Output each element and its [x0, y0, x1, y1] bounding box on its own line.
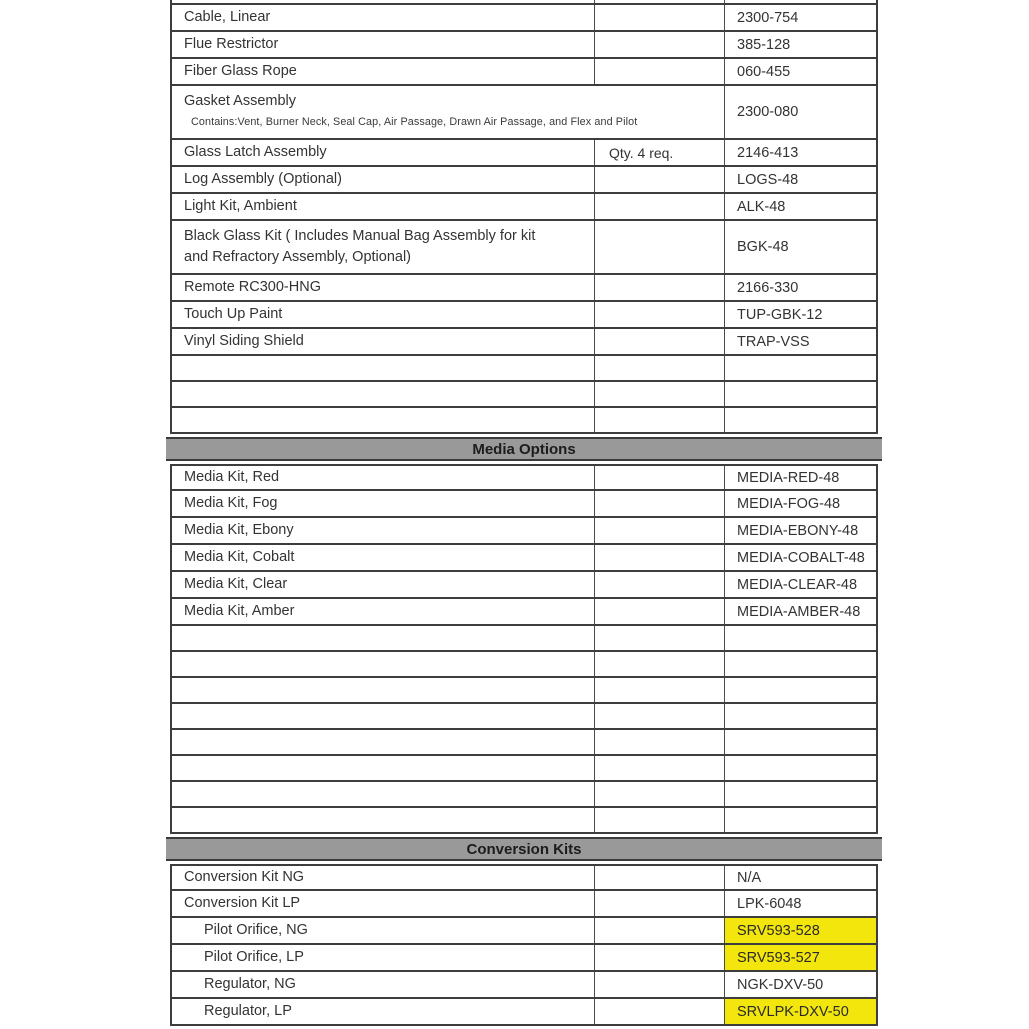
part-number-text: SRV593-528 [737, 922, 820, 939]
table-row [170, 464, 878, 491]
description-cell [172, 730, 595, 754]
description-cell [172, 808, 595, 832]
description-subtext: Contains:Vent, Burner Neck, Seal Cap, Air Passage, Drawn Air Passage, and Flex and Pilot [191, 116, 638, 128]
part-number-cell [725, 408, 876, 432]
empty-table-row [170, 782, 878, 808]
description-text: Flue Restrictor [184, 36, 279, 52]
empty-table-row [170, 356, 878, 382]
qty-cell [595, 491, 725, 516]
description-text: Media Kit, Ebony [184, 522, 294, 538]
description-text: Media Kit, Clear [184, 576, 288, 592]
table-row [170, 945, 878, 972]
description-cell [172, 302, 595, 327]
description-text: Media Kit, Fog [184, 495, 278, 511]
part-number-cell [725, 730, 876, 754]
description-text: Black Glass Kit ( Includes Manual Bag Assembly for kit [184, 228, 536, 244]
description-cell [172, 518, 595, 543]
part-number-cell [725, 678, 876, 702]
description-cell [172, 678, 595, 702]
description-text: Log Assembly (Optional) [184, 171, 342, 187]
qty-cell [595, 275, 725, 300]
qty-cell [595, 808, 725, 832]
empty-table-row [170, 382, 878, 408]
part-number-cell [725, 945, 876, 970]
qty-cell [595, 0, 725, 3]
table-row [170, 59, 878, 86]
description-text: Pilot Orifice, LP [204, 949, 304, 965]
description-text: Regulator, LP [204, 1003, 292, 1019]
qty-cell [595, 972, 725, 997]
table-row [170, 599, 878, 626]
description-cell [172, 194, 595, 219]
description-cell [172, 972, 595, 997]
part-number-cell [725, 918, 876, 943]
table-row [170, 194, 878, 221]
part-number-cell [725, 756, 876, 780]
description-cell [172, 382, 595, 406]
description-cell [172, 491, 595, 516]
description-text: Media Kit, Amber [184, 603, 295, 619]
description-cell [172, 86, 725, 138]
part-number-text: BGK-48 [737, 239, 789, 255]
description-cell [172, 356, 595, 380]
description-cell [172, 408, 595, 432]
description-text: Gasket Assembly [184, 93, 297, 109]
part-number-cell [725, 382, 876, 406]
qty-cell [595, 866, 725, 889]
part-number-text: TUP-GBK-12 [737, 306, 823, 323]
part-number-cell [725, 302, 876, 327]
part-number-text: MEDIA-FOG-48 [737, 495, 841, 512]
table-row [170, 999, 878, 1026]
part-number-text: SRV593-527 [737, 949, 820, 966]
part-number-text: LPK-6048 [737, 895, 802, 912]
part-number-text: MEDIA-RED-48 [737, 469, 840, 486]
part-number-cell [725, 0, 876, 3]
qty-cell [595, 572, 725, 597]
table-row [170, 518, 878, 545]
part-number-cell [725, 356, 876, 380]
description-text: Media Kit, Red [184, 469, 280, 485]
description-text: Cable, Linear [184, 9, 271, 25]
table-row [170, 86, 878, 140]
qty-cell [595, 518, 725, 543]
qty-cell [595, 302, 725, 327]
part-number-cell [725, 140, 876, 165]
part-number-cell [725, 194, 876, 219]
description-cell [172, 59, 595, 84]
part-number-cell [725, 866, 876, 889]
qty-cell [595, 999, 725, 1024]
part-number-text: MEDIA-CLEAR-48 [737, 576, 858, 593]
qty-cell [595, 408, 725, 432]
part-number-cell [725, 221, 876, 273]
part-number-cell [725, 972, 876, 997]
part-number-cell [725, 652, 876, 676]
description-cell [172, 945, 595, 970]
part-number-cell [725, 5, 876, 30]
qty-cell [595, 221, 725, 273]
description-cell [172, 275, 595, 300]
table-row [170, 891, 878, 918]
part-number-text: NGK-DXV-50 [737, 976, 824, 993]
table-row [170, 32, 878, 59]
table-row [170, 302, 878, 329]
part-number-text: TRAP-VSS [737, 333, 810, 350]
part-number-cell [725, 704, 876, 728]
part-number-cell [725, 329, 876, 354]
part-number-cell [725, 275, 876, 300]
section-header-label: Media Options [472, 440, 576, 458]
description-cell [172, 167, 595, 192]
part-number-cell [725, 572, 876, 597]
qty-cell [595, 32, 725, 57]
part-number-text: MEDIA-EBONY-48 [737, 522, 859, 539]
empty-table-row [170, 408, 878, 434]
part-number-cell [725, 782, 876, 806]
description-text: Fiber Glass Rope [184, 63, 297, 79]
empty-table-row [170, 730, 878, 756]
table-row [170, 167, 878, 194]
part-number-cell [725, 491, 876, 516]
qty-cell [595, 945, 725, 970]
section-header-media-options [166, 437, 882, 461]
section-header-bar [170, 834, 878, 864]
qty-cell [595, 599, 725, 624]
section-header-conversion-kits [166, 837, 882, 861]
qty-cell [595, 167, 725, 192]
qty-text: Qty. 4 req. [609, 144, 674, 161]
qty-cell [595, 194, 725, 219]
description-text: Touch Up Paint [184, 306, 283, 322]
qty-cell [595, 782, 725, 806]
part-number-text: 2166-330 [737, 279, 799, 296]
description-text: Glass Latch Assembly [184, 144, 327, 160]
qty-cell [595, 730, 725, 754]
description-cell [172, 572, 595, 597]
qty-cell [595, 704, 725, 728]
description-text: Pilot Orifice, NG [204, 922, 308, 938]
qty-cell [595, 329, 725, 354]
description-cell [172, 140, 595, 165]
table-row [170, 5, 878, 32]
part-number-cell [725, 999, 876, 1024]
description-cell [172, 918, 595, 943]
qty-cell [595, 466, 725, 489]
part-number-cell [725, 167, 876, 192]
part-number-cell [725, 808, 876, 832]
part-number-text: ALK-48 [737, 198, 786, 215]
part-number-text: 385-128 [737, 36, 791, 53]
part-number-text: LOGS-48 [737, 171, 799, 188]
part-number-cell [725, 518, 876, 543]
qty-cell [595, 891, 725, 916]
table-row [170, 491, 878, 518]
empty-table-row [170, 756, 878, 782]
empty-table-row [170, 678, 878, 704]
description-text-line2: and Refractory Assembly, Optional) [184, 249, 411, 265]
table-row [170, 864, 878, 891]
part-number-text: N/A [737, 869, 762, 886]
description-text: Vinyl Siding Shield [184, 333, 304, 349]
description-cell [172, 756, 595, 780]
qty-cell [595, 545, 725, 570]
part-number-text: 2146-413 [737, 144, 799, 161]
qty-cell [595, 678, 725, 702]
part-number-cell [725, 32, 876, 57]
empty-table-row [170, 652, 878, 678]
table-row [170, 329, 878, 356]
empty-table-row [170, 808, 878, 834]
qty-cell [595, 140, 725, 165]
part-number-cell [725, 59, 876, 84]
description-cell [172, 652, 595, 676]
description-cell [172, 866, 595, 889]
part-number-text: 2300-080 [737, 104, 799, 120]
description-cell [172, 626, 595, 650]
description-cell [172, 466, 595, 489]
description-cell [172, 704, 595, 728]
description-cell [172, 545, 595, 570]
part-number-cell [725, 86, 876, 138]
table-row [170, 572, 878, 599]
description-cell [172, 5, 595, 30]
part-number-text: SRVLPK-DXV-50 [737, 1003, 849, 1020]
qty-cell [595, 5, 725, 30]
table-row [170, 221, 878, 275]
table-row [170, 972, 878, 999]
description-cell [172, 32, 595, 57]
description-cell [172, 999, 595, 1024]
part-number-text: 060-455 [737, 63, 791, 80]
description-text: Remote RC300-HNG [184, 279, 321, 295]
description-cell [172, 221, 595, 273]
description-text: Media Kit, Cobalt [184, 549, 295, 565]
table-row [170, 545, 878, 572]
table-row [170, 918, 878, 945]
qty-cell [595, 59, 725, 84]
qty-cell [595, 356, 725, 380]
description-cell [172, 782, 595, 806]
part-number-text: MEDIA-COBALT-48 [737, 549, 865, 566]
part-number-cell [725, 545, 876, 570]
description-cell [172, 891, 595, 916]
qty-cell [595, 652, 725, 676]
description-cell [172, 599, 595, 624]
part-number-cell [725, 599, 876, 624]
qty-cell [595, 918, 725, 943]
qty-cell [595, 382, 725, 406]
section-header-bar [170, 434, 878, 464]
description-cell [172, 329, 595, 354]
parts-list-table [170, 0, 878, 1026]
empty-table-row [170, 626, 878, 652]
qty-cell [595, 626, 725, 650]
empty-table-row [170, 704, 878, 730]
part-number-cell [725, 891, 876, 916]
qty-cell [595, 756, 725, 780]
description-text: Light Kit, Ambient [184, 198, 297, 214]
description-cell [172, 0, 595, 3]
part-number-cell [725, 466, 876, 489]
part-number-text: MEDIA-AMBER-48 [737, 603, 861, 620]
description-text: Conversion Kit NG [184, 869, 305, 885]
description-text: Conversion Kit LP [184, 895, 301, 911]
section-header-label: Conversion Kits [466, 840, 582, 858]
table-row [170, 140, 878, 167]
part-number-cell [725, 626, 876, 650]
description-text: Regulator, NG [204, 976, 296, 992]
part-number-text: 2300-754 [737, 9, 799, 26]
table-row [170, 275, 878, 302]
